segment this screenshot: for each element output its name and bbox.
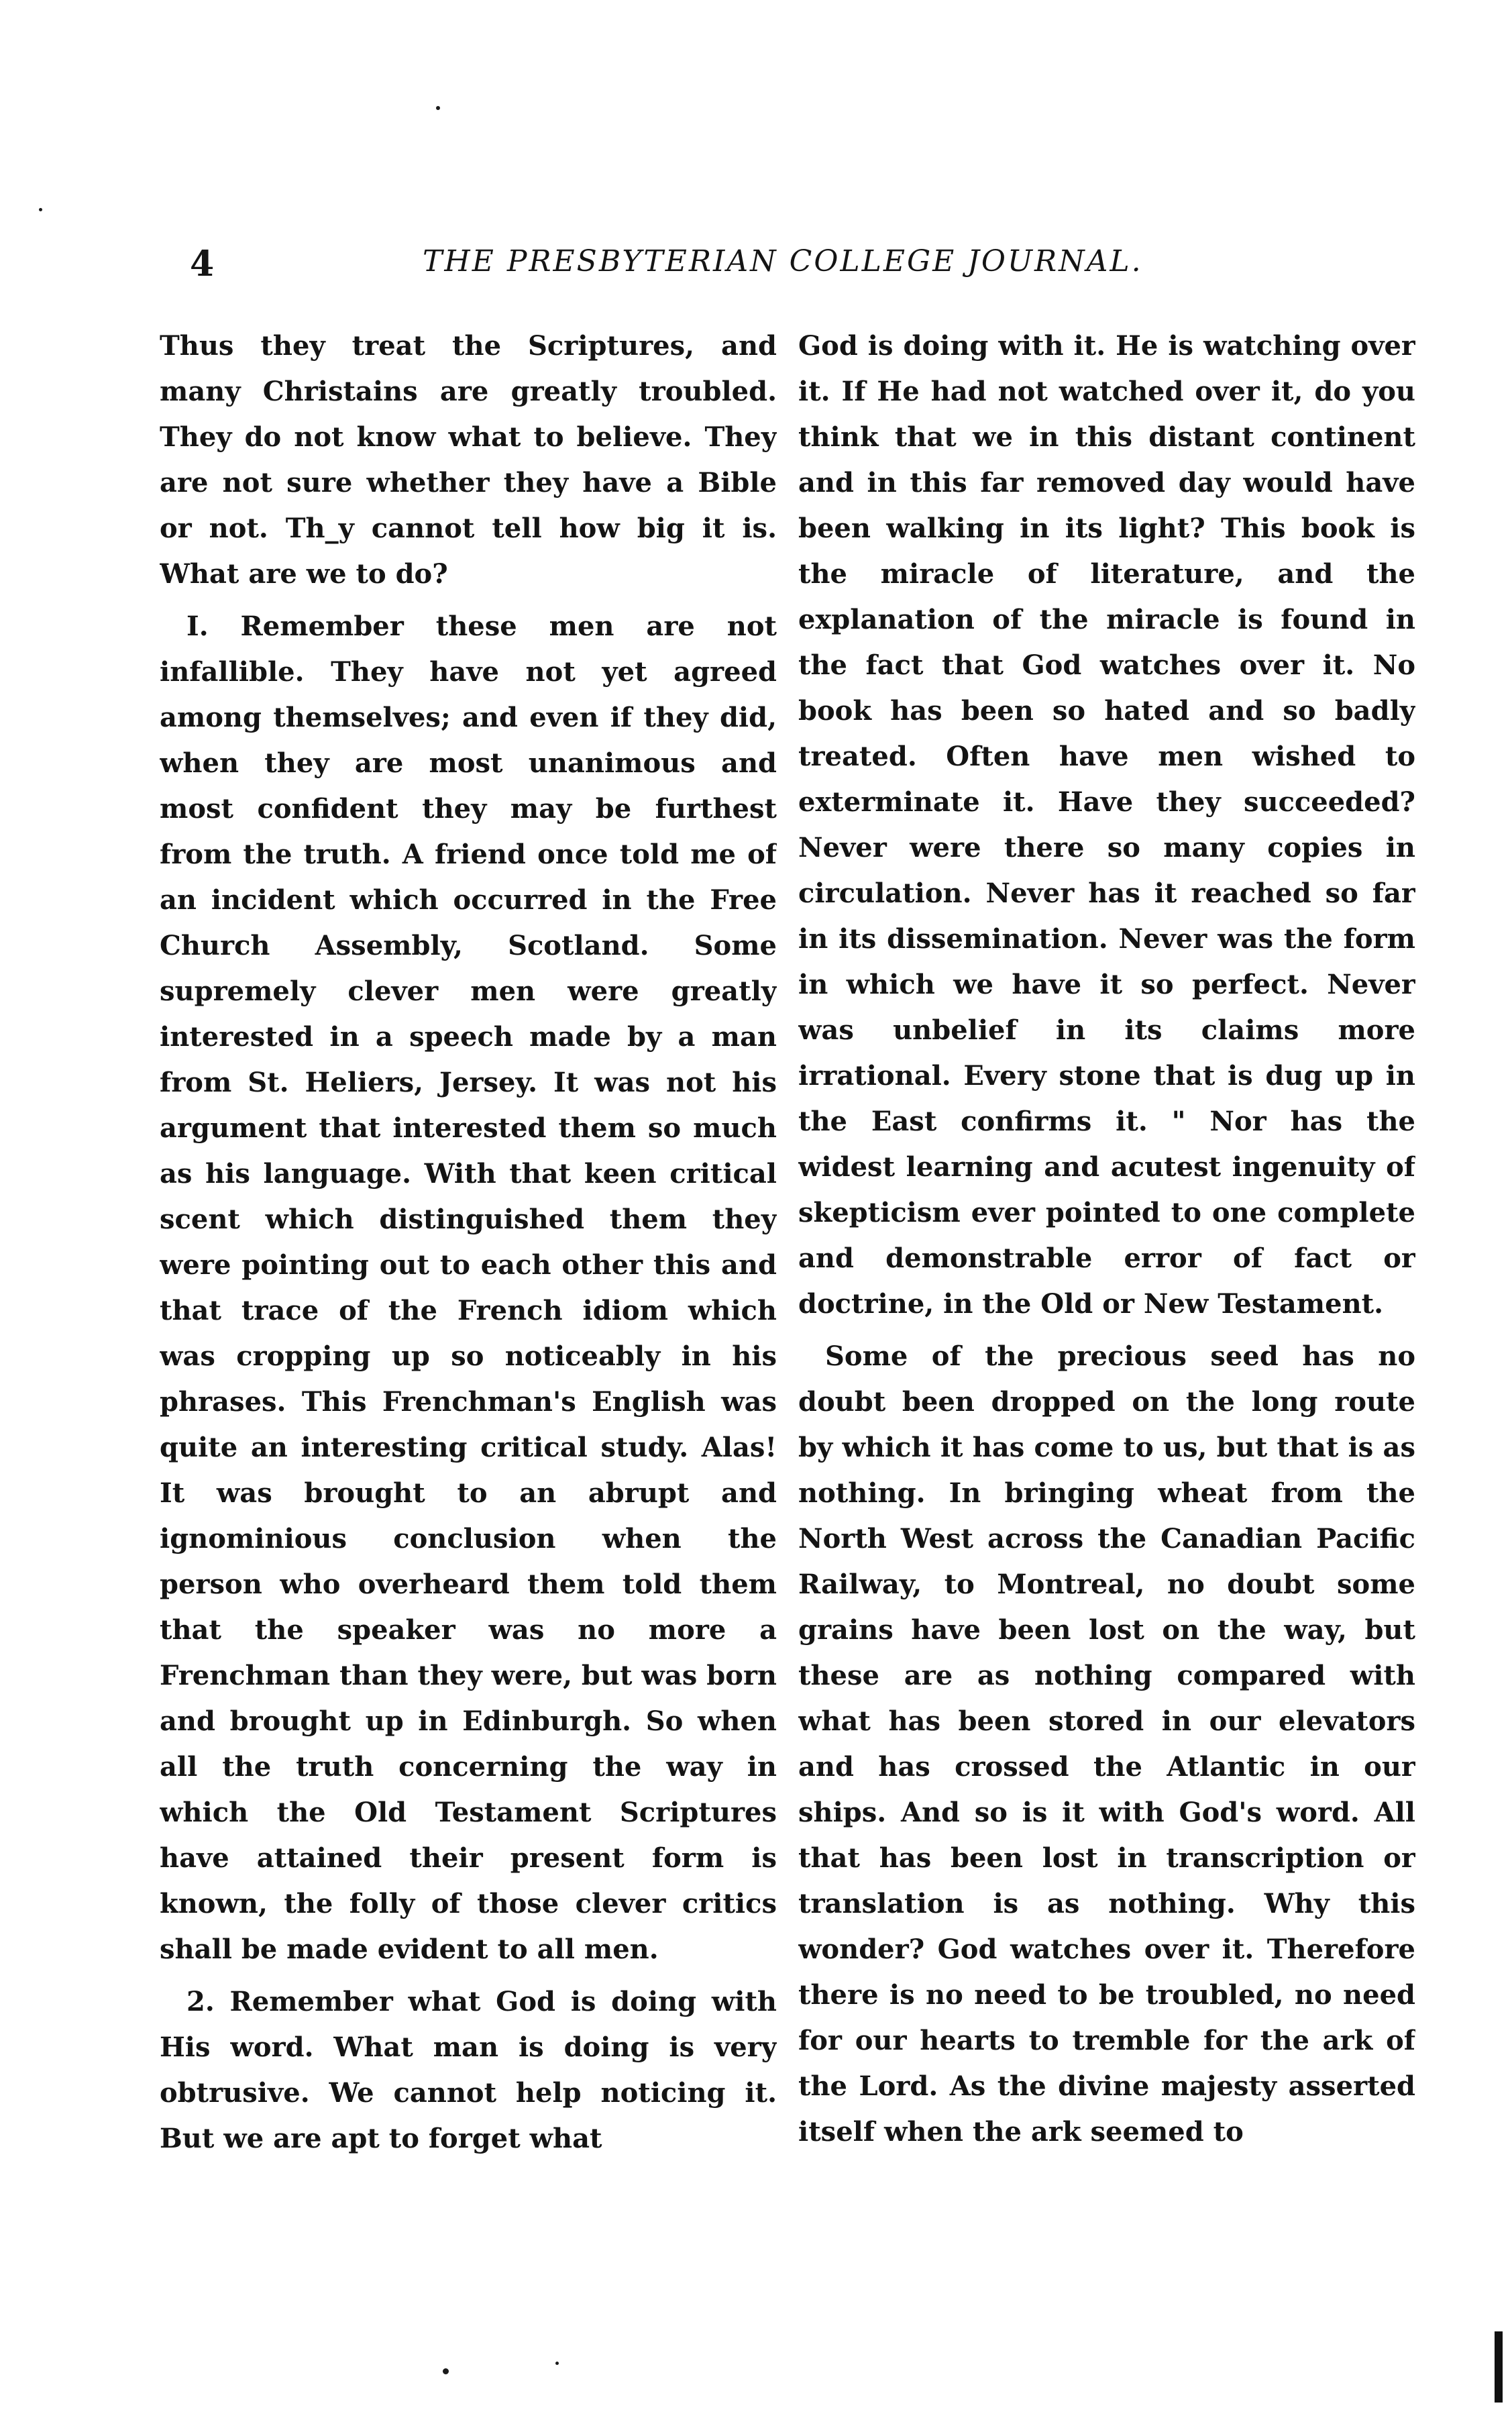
paragraph: I. Remember these men are not infallible. They have not yet agreed among themselves; and even if they did, when they are most unanimous and most confident they may be furthest from the truth. A friend once told me of an incident which occurred in the Free Church Assembly, Scotland. Some supremely clever men were greatly interested in a speech made by a man from St. Heliers, Jersey. It was not his argument that interested them so much as his language. With that keen critical scent which distinguished them they were pointing out to each other this and that trace of the French idiom which was cropping up so noticeably in his phrases. This Frenchman's English was quite an interesting critical study. Alas! It was brought to an abrupt and ignominious conclusion when the person who overheard them told them that the speaker was no more a Frenchman than they were, but was born and brought up in Edinburgh. So when all the truth concerning the way in which the Old Testament Scriptures have attained their present form is known, the folly of those clever critics shall be made evident to all men. — [160, 611, 777, 1965]
right-column — [798, 323, 1415, 2175]
ink-speck — [436, 106, 440, 110]
running-head: THE PRESBYTERIAN COLLEGE JOURNAL. — [423, 244, 1143, 278]
paragraph: Thus they treat the Scriptures, and many Christains are greatly troubled. They do not know what to believe. They are not sure whether they have a Bible or not. Th_y cannot tell how big it is. What are we to do? — [160, 330, 777, 590]
binding-edge-mark — [1495, 2331, 1503, 2403]
ink-speck — [555, 2362, 559, 2365]
page-number: 4 — [190, 244, 215, 284]
paragraph: 2. Remember what God is doing with His word. What man is doing is very obtrusive. We cannot help noticing it. But we are apt to forget what — [160, 1986, 777, 2154]
left-column — [160, 323, 777, 2175]
ink-speck — [39, 208, 42, 211]
paragraph: God is doing with it. He is watching over it. If He had not watched over it, do you think that we in this distant continent and in this far removed day would have been walking in its light? This book is the miracle of literature, and the explanation of the miracle is found in the fact that God watches over it. No book has been so hated and so badly treated. Often have men wished to exterminate it. Have they succeeded? Never were there so many copies in circulation. Never has it reached so far in its dissemination. Never was the form in which we have it so perfect. Never was unbelief in its claims more irrational. Every stone that is dug up in the East confirms it. " Nor has the widest learning and acutest ingenuity of skepticism ever pointed to one complete and demonstrable error of fact or doctrine, in the Old or New Testament. — [798, 330, 1415, 1320]
paragraph: Some of the precious seed has no doubt been dropped on the long route by which it has come to us, but that is as nothing. In bringing wheat from the North West across the Canadian Pacific Railway, to Montreal, no doubt some grains have been lost on the way, but these are as nothing compared with what has been stored in our elevators and has crossed the Atlantic in our ships. And so is it with God's word. All that has been lost in transcription or translation is as nothing. Why this wonder? God watches over it. Therefore there is no need to be troubled, no need for our hearts to tremble for the ark of the Lord. As the divine majesty asserted itself when the ark seemed to — [798, 1340, 1415, 2148]
ink-speck — [443, 2368, 449, 2374]
